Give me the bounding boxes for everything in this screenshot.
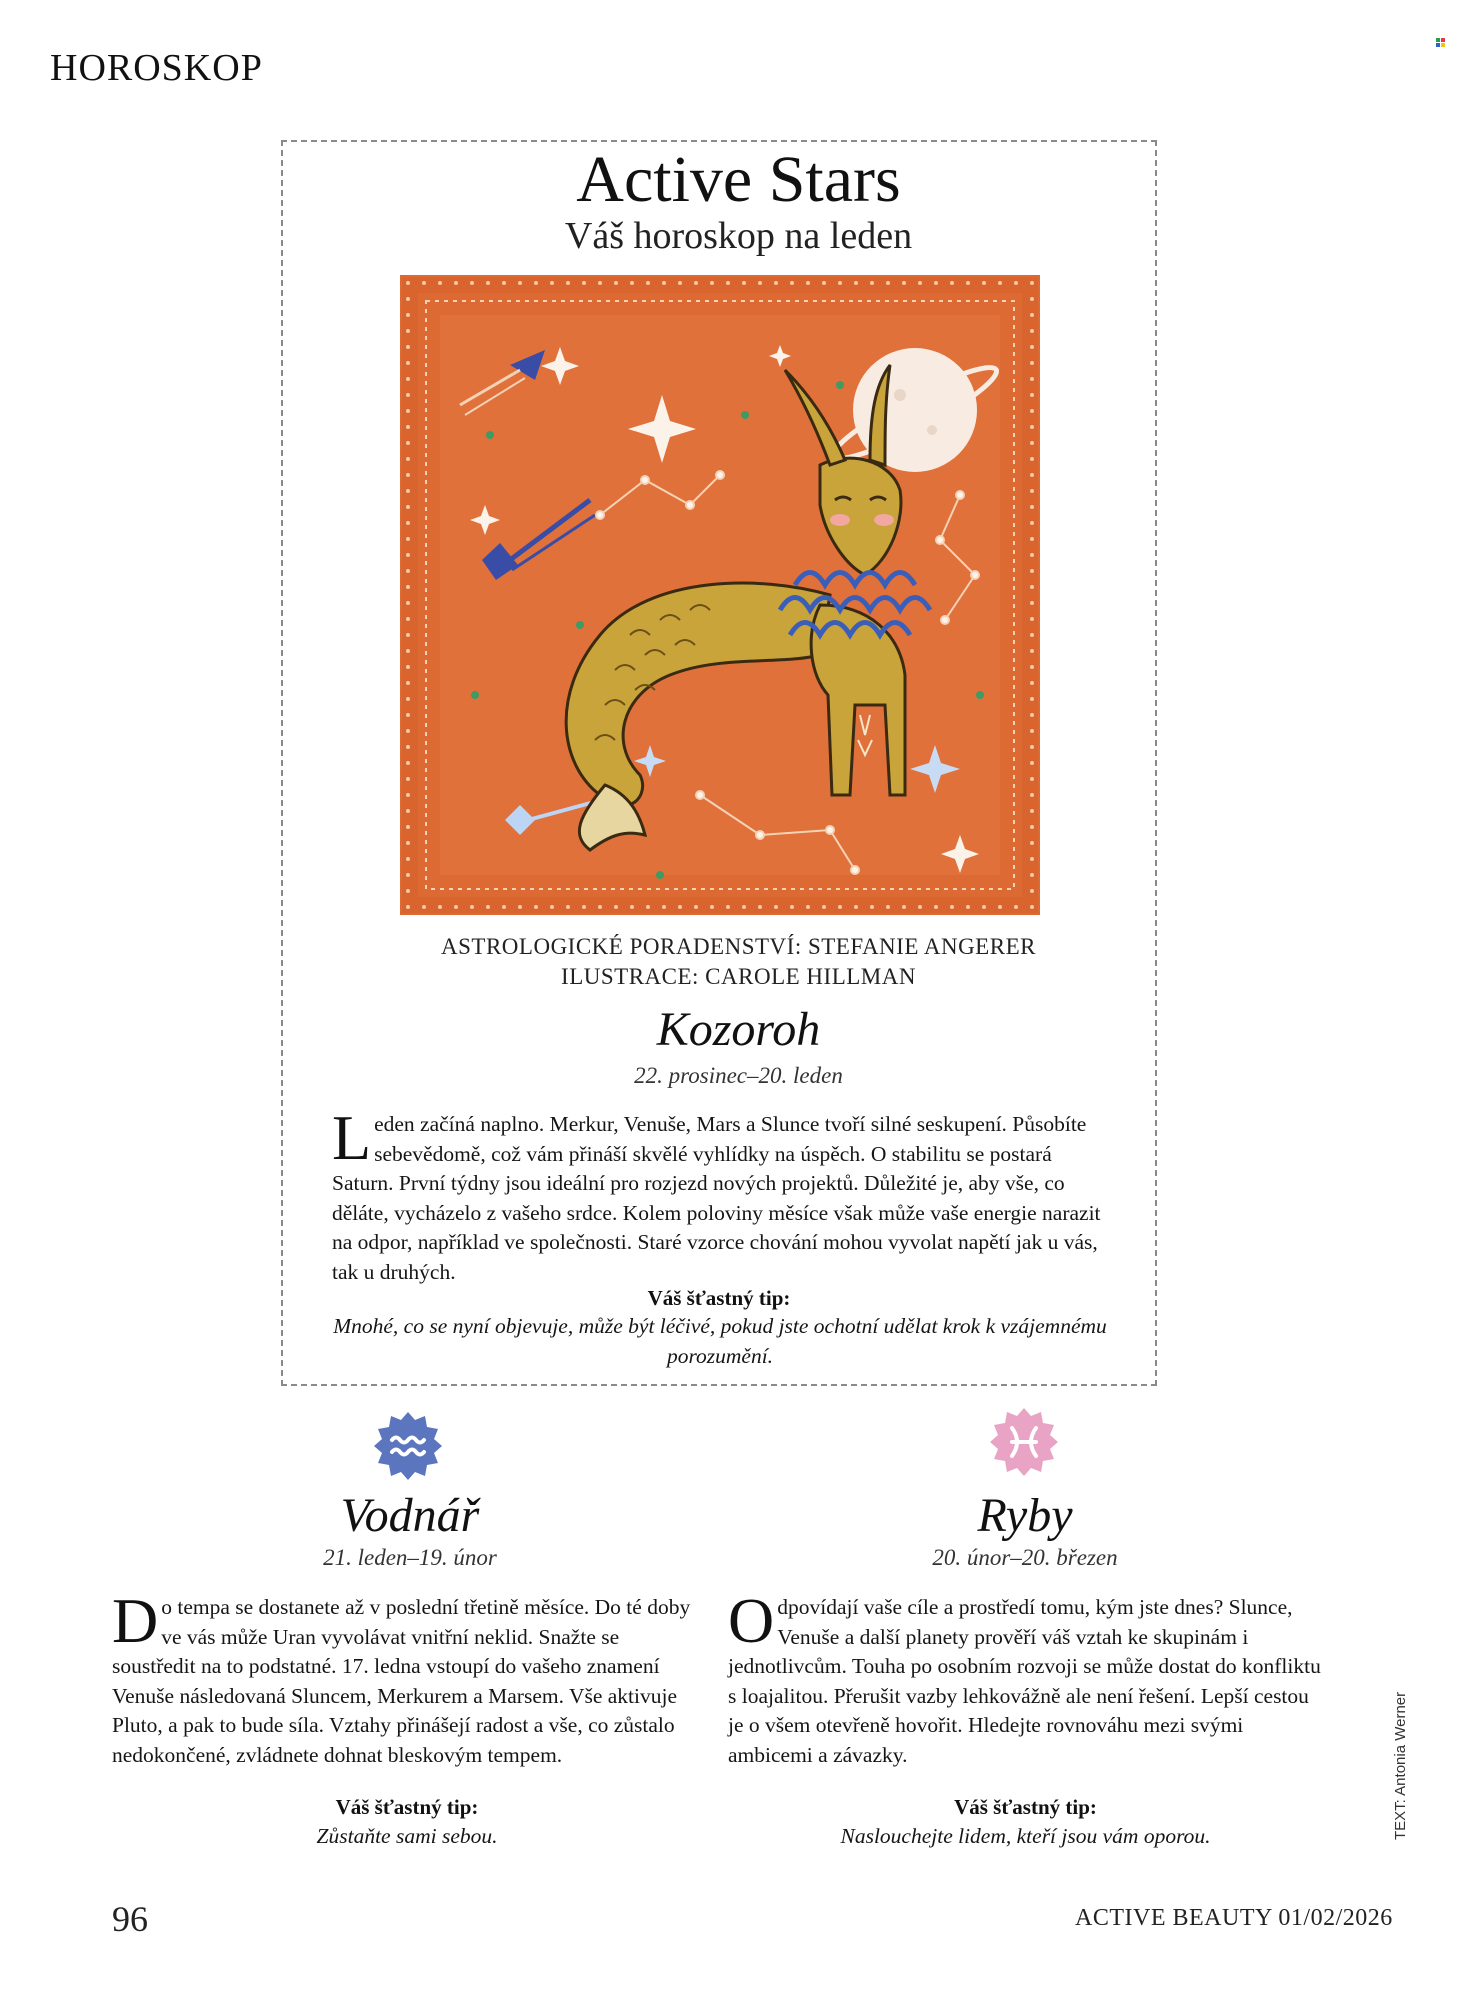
astrology-credit: ASTROLOGICKÉ PORADENSTVÍ: STEFANIE ANGERER (441, 934, 1036, 959)
capricorn-illustration (400, 275, 1040, 915)
aquarius-badge-icon (372, 1410, 444, 1482)
pisces-tip-label: Váš šťastný tip: (954, 1795, 1097, 1819)
section-label: HOROSKOP (50, 47, 263, 89)
aquarius-tip-text: Zůstaňte sami sebou. (316, 1824, 498, 1848)
pisces-dropcap: O (728, 1585, 775, 1656)
capricorn-body: eden začíná naplno. Merkur, Venuše, Mars a Slunce tvoří silné seskupení. Působíte sebevědomě, což vám přináší skvělé vyhlídky na úspěch. O stabilitu se postará Saturn. První týdny jsou ideální pro rozjezd nových projektů. Důležité je, aby vše, co děláte, vycházelo z vašeho srdce. Kolem poloviny měsíce však může vaše energie narazit na odpor, například ve společnosti. Staré vzorce chování mohou vyvolat napětí jak u vás, tak u druhých. (332, 1112, 1101, 1284)
pisces-tip-text: Naslouchejte lidem, kteří jsou vám oporou. (840, 1824, 1211, 1848)
illustration-credit: ILUSTRACE: CAROLE HILLMAN (561, 964, 916, 989)
pisces-body: dpovídají vaše cíle a prostředí tomu, kým jste dnes? Slunce, Venuše a další planety prověří váš vztah ke skupinám i jednotlivcům. Touha po osobním rozvoji se může dostat do konfliktu s loajalitou. Přerušit vazby lehkovážně ale není řešení. Lepší cestou je o všem otevřeně hovořit. Hledejte rovnováhu mezi svými ambicemi a závazky. (728, 1595, 1321, 1767)
aquarius-text (112, 1585, 702, 1770)
aquarius-body: o tempa se dostanete až v poslední třetině měsíce. Do té doby ve vás může Uran vyvolávat vnitřní neklid. Snažte se soustředit na to podstatné. 17. ledna vstoupí do vašeho znamení Venuše následovaná Sluncem, Merkurem a Marsem. Vše aktivuje Pluto, a pak to bude síla. Vztahy přinášejí radost a vše, co zůstalo nedokončené, zvládnete dohnat bleskovým tempem. (112, 1595, 691, 1767)
aquarius-name: Vodnář (340, 1489, 480, 1542)
feature-subtitle: Váš horoskop na leden (564, 215, 913, 257)
magazine-issue: ACTIVE BEAUTY 01/02/2026 (1075, 1905, 1393, 1931)
page-number: 96 (112, 1899, 148, 1939)
capricorn-name: Kozoroh (656, 1003, 821, 1056)
color-marker-icon (1436, 38, 1446, 48)
aquarius-dropcap: D (112, 1585, 159, 1656)
aquarius-dates: 21. leden–19. únor (323, 1545, 497, 1570)
capricorn-text (332, 1102, 1107, 1287)
capricorn-tip-text: Mnohé, co se nyní objevuje, může být léčivé, pokud jste ochotní udělat krok k vzájemnému porozumění. (333, 1314, 1107, 1368)
author-credit: TEXT: Antonia Werner (1392, 1691, 1409, 1840)
pisces-name: Ryby (977, 1489, 1073, 1542)
aquarius-tip-label: Váš šťastný tip: (335, 1795, 479, 1819)
capricorn-dates: 22. prosinec–20. leden (634, 1063, 843, 1088)
credits (0, 932, 1477, 992)
feature-title: Active Stars (576, 143, 901, 216)
pisces-dates: 20. únor–20. březen (932, 1545, 1118, 1570)
capricorn-tip-label: Váš šťastný tip: (647, 1286, 791, 1310)
capricorn-dropcap: L (332, 1102, 372, 1173)
pisces-badge-icon (988, 1406, 1060, 1478)
pisces-text (728, 1585, 1323, 1770)
